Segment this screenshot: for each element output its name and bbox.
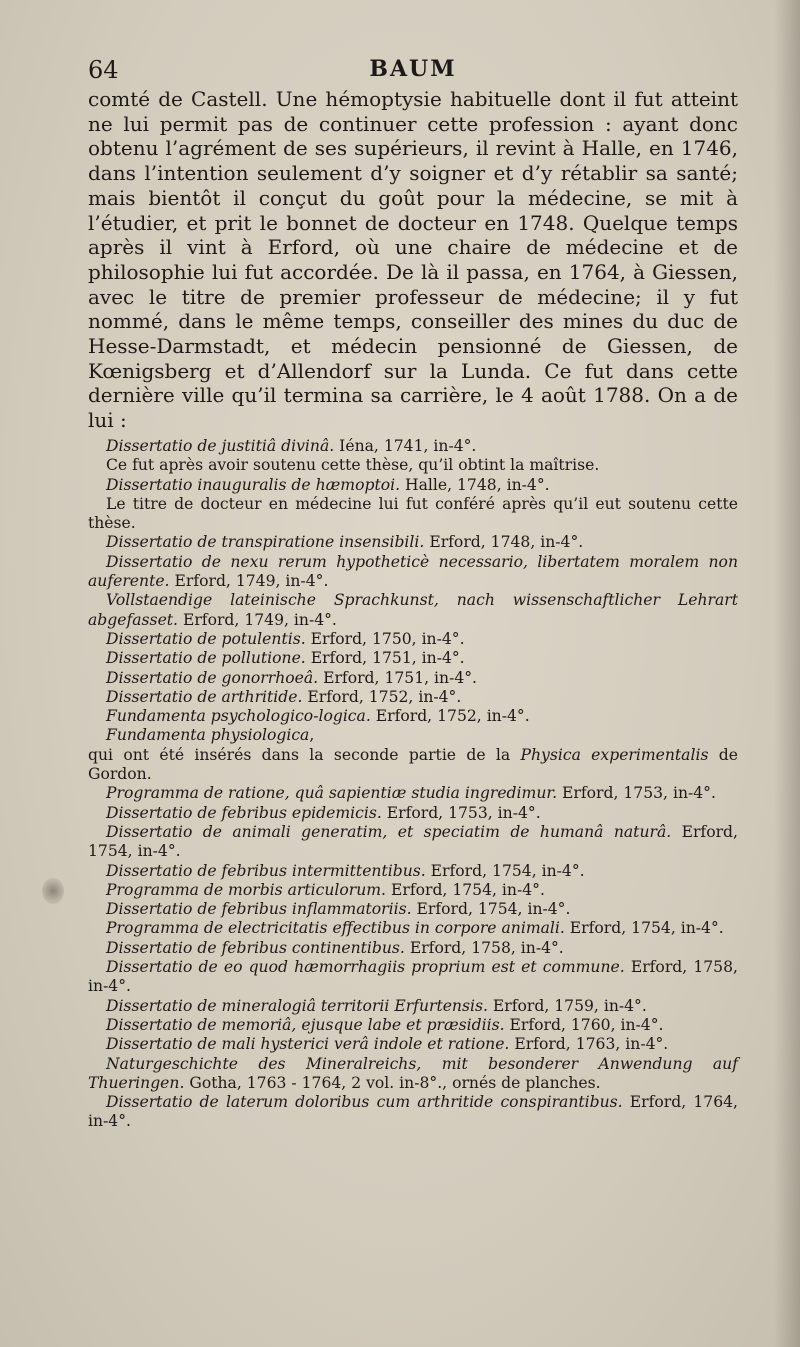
bibliography-entry — [88, 1035, 738, 1054]
bibliography-entry — [88, 1016, 738, 1035]
entry-details: Erford, 1752, in-4°. — [302, 687, 462, 706]
entry-details: Erford, 1758, in-4°. — [88, 958, 738, 996]
entry-title: Fundamenta psychologico-logica. — [106, 707, 371, 726]
bibliography-entry — [88, 823, 738, 862]
entry-title: Programma de electricitatis effectibus in corpore animali. — [106, 919, 565, 938]
entry-details: Erford, 1754, in-4°. — [386, 880, 545, 899]
entry-details: Erford, 1754, in-4°. — [88, 822, 738, 861]
bibliography-entry — [88, 437, 738, 456]
entry-title: Programma de morbis articulorum. — [106, 880, 387, 899]
page-number: 64 — [88, 56, 119, 84]
bibliography-entry — [88, 804, 738, 823]
entry-title: Dissertatio de justitiâ divinâ. — [106, 437, 335, 455]
body-paragraph: comté de Castell. Une hémoptysie habituelle dont il fut atteint ne lui permit pas de continuer cette profession : ayant donc obtenu l’agrément de ses supérieurs, il revint à Halle, en 1746, dans l’intention seulement d’y soigner et d’y rétablir sa santé; mais bientôt il conçut du goût pour la médecine, se mit à l’étudier, et prit le bonnet de docteur en 1748. Quelque temps après il vint à Erford, où une chaire de médecine et de philosophie lui fut accordée. De là il passa, en 1764, à Giessen, avec le titre de premier professeur de médecine; il y fut nommé, dans le même temps, conseiller des mines du duc de Hesse-Darmstadt, et médecin pensionné de Giessen, de Kœnigsberg et d’Allendorf sur la Lunda. Ce fut dans cette dernière ville qu’il termina sa carrière, le 4 août 1788. On a de lui : — [88, 87, 738, 433]
entry-details: Erford, 1754, in-4°. — [425, 861, 585, 880]
entry-title: Dissertatio de mineralogiâ territorii Erfurtensis. — [106, 996, 488, 1015]
entry-title: Dissertatio de febribus continentibus. — [106, 938, 405, 957]
entry-details: Erford, 1749, in-4°. — [178, 610, 337, 629]
entry-title: Dissertatio de arthritide. — [106, 687, 303, 706]
bibliography-entry — [88, 862, 738, 881]
bibliography-entry — [88, 958, 738, 997]
entry-details: Erford, 1754, in-4°. — [564, 919, 724, 938]
entry-title: Dissertatio de pollutione. — [106, 649, 306, 668]
entry-title: Dissertatio de memoriâ, ejusque labe et præsidiis. — [106, 1015, 505, 1034]
biography-text — [88, 87, 738, 433]
entry-title: Dissertatio de transpiratione insensibili. — [106, 533, 425, 552]
entry-title: Dissertatio de febribus epidemicis. — [106, 803, 382, 822]
entry-details: Erford, 1748, in-4°. — [424, 533, 584, 552]
entry-title: Dissertatio de animali generatim, et speciatim de humanâ naturâ. — [106, 822, 672, 841]
entry-title: Dissertatio de nexu rerum hypotheticè necessario, libertatem moralem non auferente. — [88, 552, 738, 591]
entry-details: Erford, 1753, in-4°. — [557, 784, 716, 803]
entry-details: Erford, 1764, in-4°. — [88, 1093, 739, 1131]
bibliography-entry — [88, 784, 738, 803]
bibliography-list — [88, 437, 738, 1132]
entry-title: Dissertatio inauguralis de hæmoptoi. — [106, 475, 401, 494]
entry-title: Vollstaendige lateinische Sprachkunst, nach wissenschaftlicher Lehrart abgefasset. — [88, 591, 738, 629]
entry-title: Dissertatio de potulentis. — [106, 629, 306, 648]
bibliography-entry — [88, 900, 738, 919]
entry-title: Dissertatio de eo quod hæmorrhagiis proprium est et commune. — [106, 958, 625, 977]
entry-details: Erford, 1752, in-4°. — [370, 707, 530, 726]
entry-details: Erford, 1760, in-4°. — [504, 1015, 664, 1034]
running-head: BAUM — [369, 56, 457, 82]
entry-details: Erford, 1758, in-4°. — [404, 938, 564, 957]
note-work-title: Physica experimentalis — [520, 745, 709, 764]
page-stain — [42, 878, 64, 904]
entry-note: Ce fut après avoir soutenu cette thèse, qu’il obtint la maîtrise. — [106, 456, 600, 475]
bibliography-entry — [88, 669, 738, 688]
entry-title: Dissertatio de laterum doloribus cum arthritide conspirantibus. — [106, 1093, 623, 1112]
bibliography-entry — [88, 726, 738, 745]
entry-title: Dissertatio de febribus inflammatoriis. — [106, 900, 412, 919]
entry-details: Erford, 1751, in-4°. — [318, 668, 478, 687]
bibliography-entry — [88, 553, 738, 592]
entry-title: Dissertatio de gonorrhoeâ. — [106, 668, 319, 687]
note-text: qui ont été insérés dans la seconde partie de la — [88, 745, 521, 764]
entry-details: Iéna, 1741, in-4°. — [334, 437, 477, 455]
entry-note — [88, 746, 738, 785]
entry-details: Erford, 1754, in-4°. — [411, 900, 571, 919]
bibliography-entry — [88, 1055, 738, 1094]
entry-title: Dissertatio de mali hysterici verâ indole et ratione. — [106, 1035, 510, 1054]
bibliography-entry — [88, 688, 738, 707]
entry-details: Erford, 1753, in-4°. — [381, 803, 541, 822]
bibliography-entry — [88, 919, 738, 938]
entry-note: Le titre de docteur en médecine lui fut conféré après qu’il eut soutenu cette thèse. — [88, 494, 738, 533]
entry-title: Naturgeschichte des Mineralreichs, mit besonderer Anwendung auf Thueringen. — [88, 1054, 738, 1092]
entry-details: Erford, 1759, in-4°. — [487, 996, 647, 1015]
entry-title: Fundamenta physiologica — [106, 726, 310, 745]
bibliography-entry — [88, 476, 738, 495]
bibliography-entry — [88, 997, 738, 1016]
entry-title: Dissertatio de febribus intermittentibus. — [106, 861, 426, 880]
entry-title: Programma de ratione, quâ sapientiæ studia ingredimur. — [106, 784, 558, 803]
entry-details: Erford, 1763, in-4°. — [509, 1035, 669, 1054]
bibliography-entry — [88, 630, 738, 649]
entry-details: Gotha, 1763 - 1764, 2 vol. in-8°., ornés de planches. — [184, 1073, 601, 1092]
page-header — [88, 56, 738, 88]
note-text: de Gordon. — [88, 745, 738, 784]
bibliography-entry — [88, 649, 738, 668]
bibliography-entry — [88, 707, 738, 726]
bibliography-entry — [88, 533, 738, 552]
entry-details: Erford, 1749, in-4°. — [169, 572, 329, 591]
entry-details: Erford, 1750, in-4°. — [305, 629, 465, 648]
entry-details: Erford, 1751, in-4°. — [305, 649, 465, 668]
bibliography-entry — [88, 591, 738, 630]
bibliography-entry — [88, 1093, 738, 1132]
entry-details: , — [309, 726, 315, 745]
bibliography-entry — [88, 881, 738, 900]
bibliography-entry — [88, 939, 738, 958]
entry-details: Halle, 1748, in-4°. — [400, 475, 550, 494]
page-edge-shadow — [774, 0, 800, 1347]
